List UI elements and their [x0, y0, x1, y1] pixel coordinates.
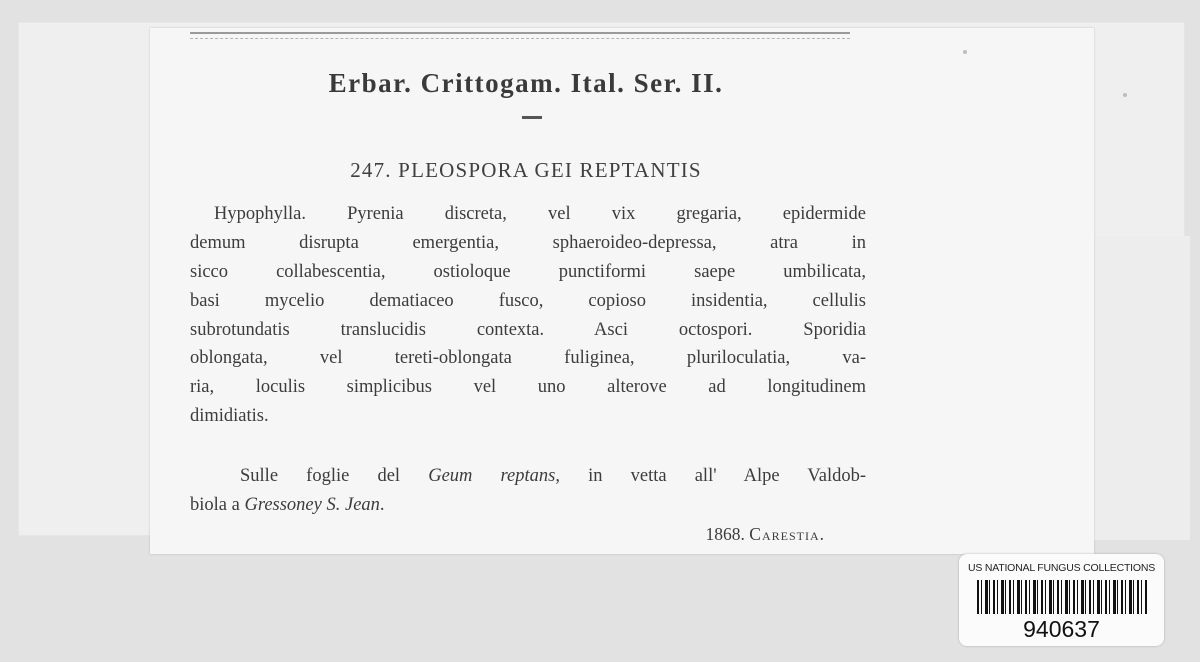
series-heading: Erbar. Crittogam. Ital. Ser. II.: [328, 68, 724, 98]
collector-name: Carestia.: [749, 524, 825, 544]
description-line: ria, loculis simplicibus vel uno alterove ad longitudinem: [190, 377, 866, 398]
habitat-note: [190, 462, 866, 520]
accession-stamp: [959, 554, 1164, 646]
institution-name: US NATIONAL FUNGUS COLLECTIONS: [967, 562, 1156, 574]
habitat-line: [190, 491, 866, 520]
barcode: [977, 580, 1147, 614]
description-line: oblongata, vel tereti-oblongata fuliginea, pluriloculatia, va-: [190, 348, 866, 369]
description-line: Hypophylla. Pyrenia discreta, vel vix gregaria, epidermide: [214, 204, 866, 224]
description-line: sicco collabescentia, ostioloque punctiformi saepe umbilicata,: [190, 261, 866, 282]
sheet-edge: [1090, 236, 1190, 540]
description-line: subrotundatis translucidis contexta. Asci octospori. Sporidia: [190, 319, 866, 340]
host-plant: Geum reptans: [428, 466, 556, 486]
heading-dash: [522, 116, 542, 119]
locality: Gressoney S. Jean: [244, 494, 380, 515]
label-top-rule: [190, 32, 850, 39]
species-description: [190, 200, 866, 431]
collection-info: [630, 524, 825, 545]
description-line: demum disrupta emergentia, sphaeroideo-depressa, atra in: [190, 232, 866, 253]
description-line: basi mycelio dematiaceo fusco, copioso insidentia, cellulis: [190, 290, 866, 311]
speck: [963, 50, 967, 54]
speck: [1123, 93, 1127, 97]
description-line: dimidiatis.: [190, 406, 269, 427]
habitat-text: .: [379, 494, 385, 515]
habitat-text: biola a: [190, 494, 245, 515]
habitat-text: Sulle foglie del: [240, 466, 429, 486]
habitat-line: [190, 462, 866, 491]
species-title: 247. PLEOSPORA GEI REPTANTIS: [350, 158, 702, 182]
specimen-label: [150, 28, 1094, 554]
accession-number: 940637: [1023, 616, 1100, 642]
collection-year: 1868.: [705, 524, 745, 544]
habitat-text: , in vetta all' Alpe Valdob-: [555, 466, 866, 486]
